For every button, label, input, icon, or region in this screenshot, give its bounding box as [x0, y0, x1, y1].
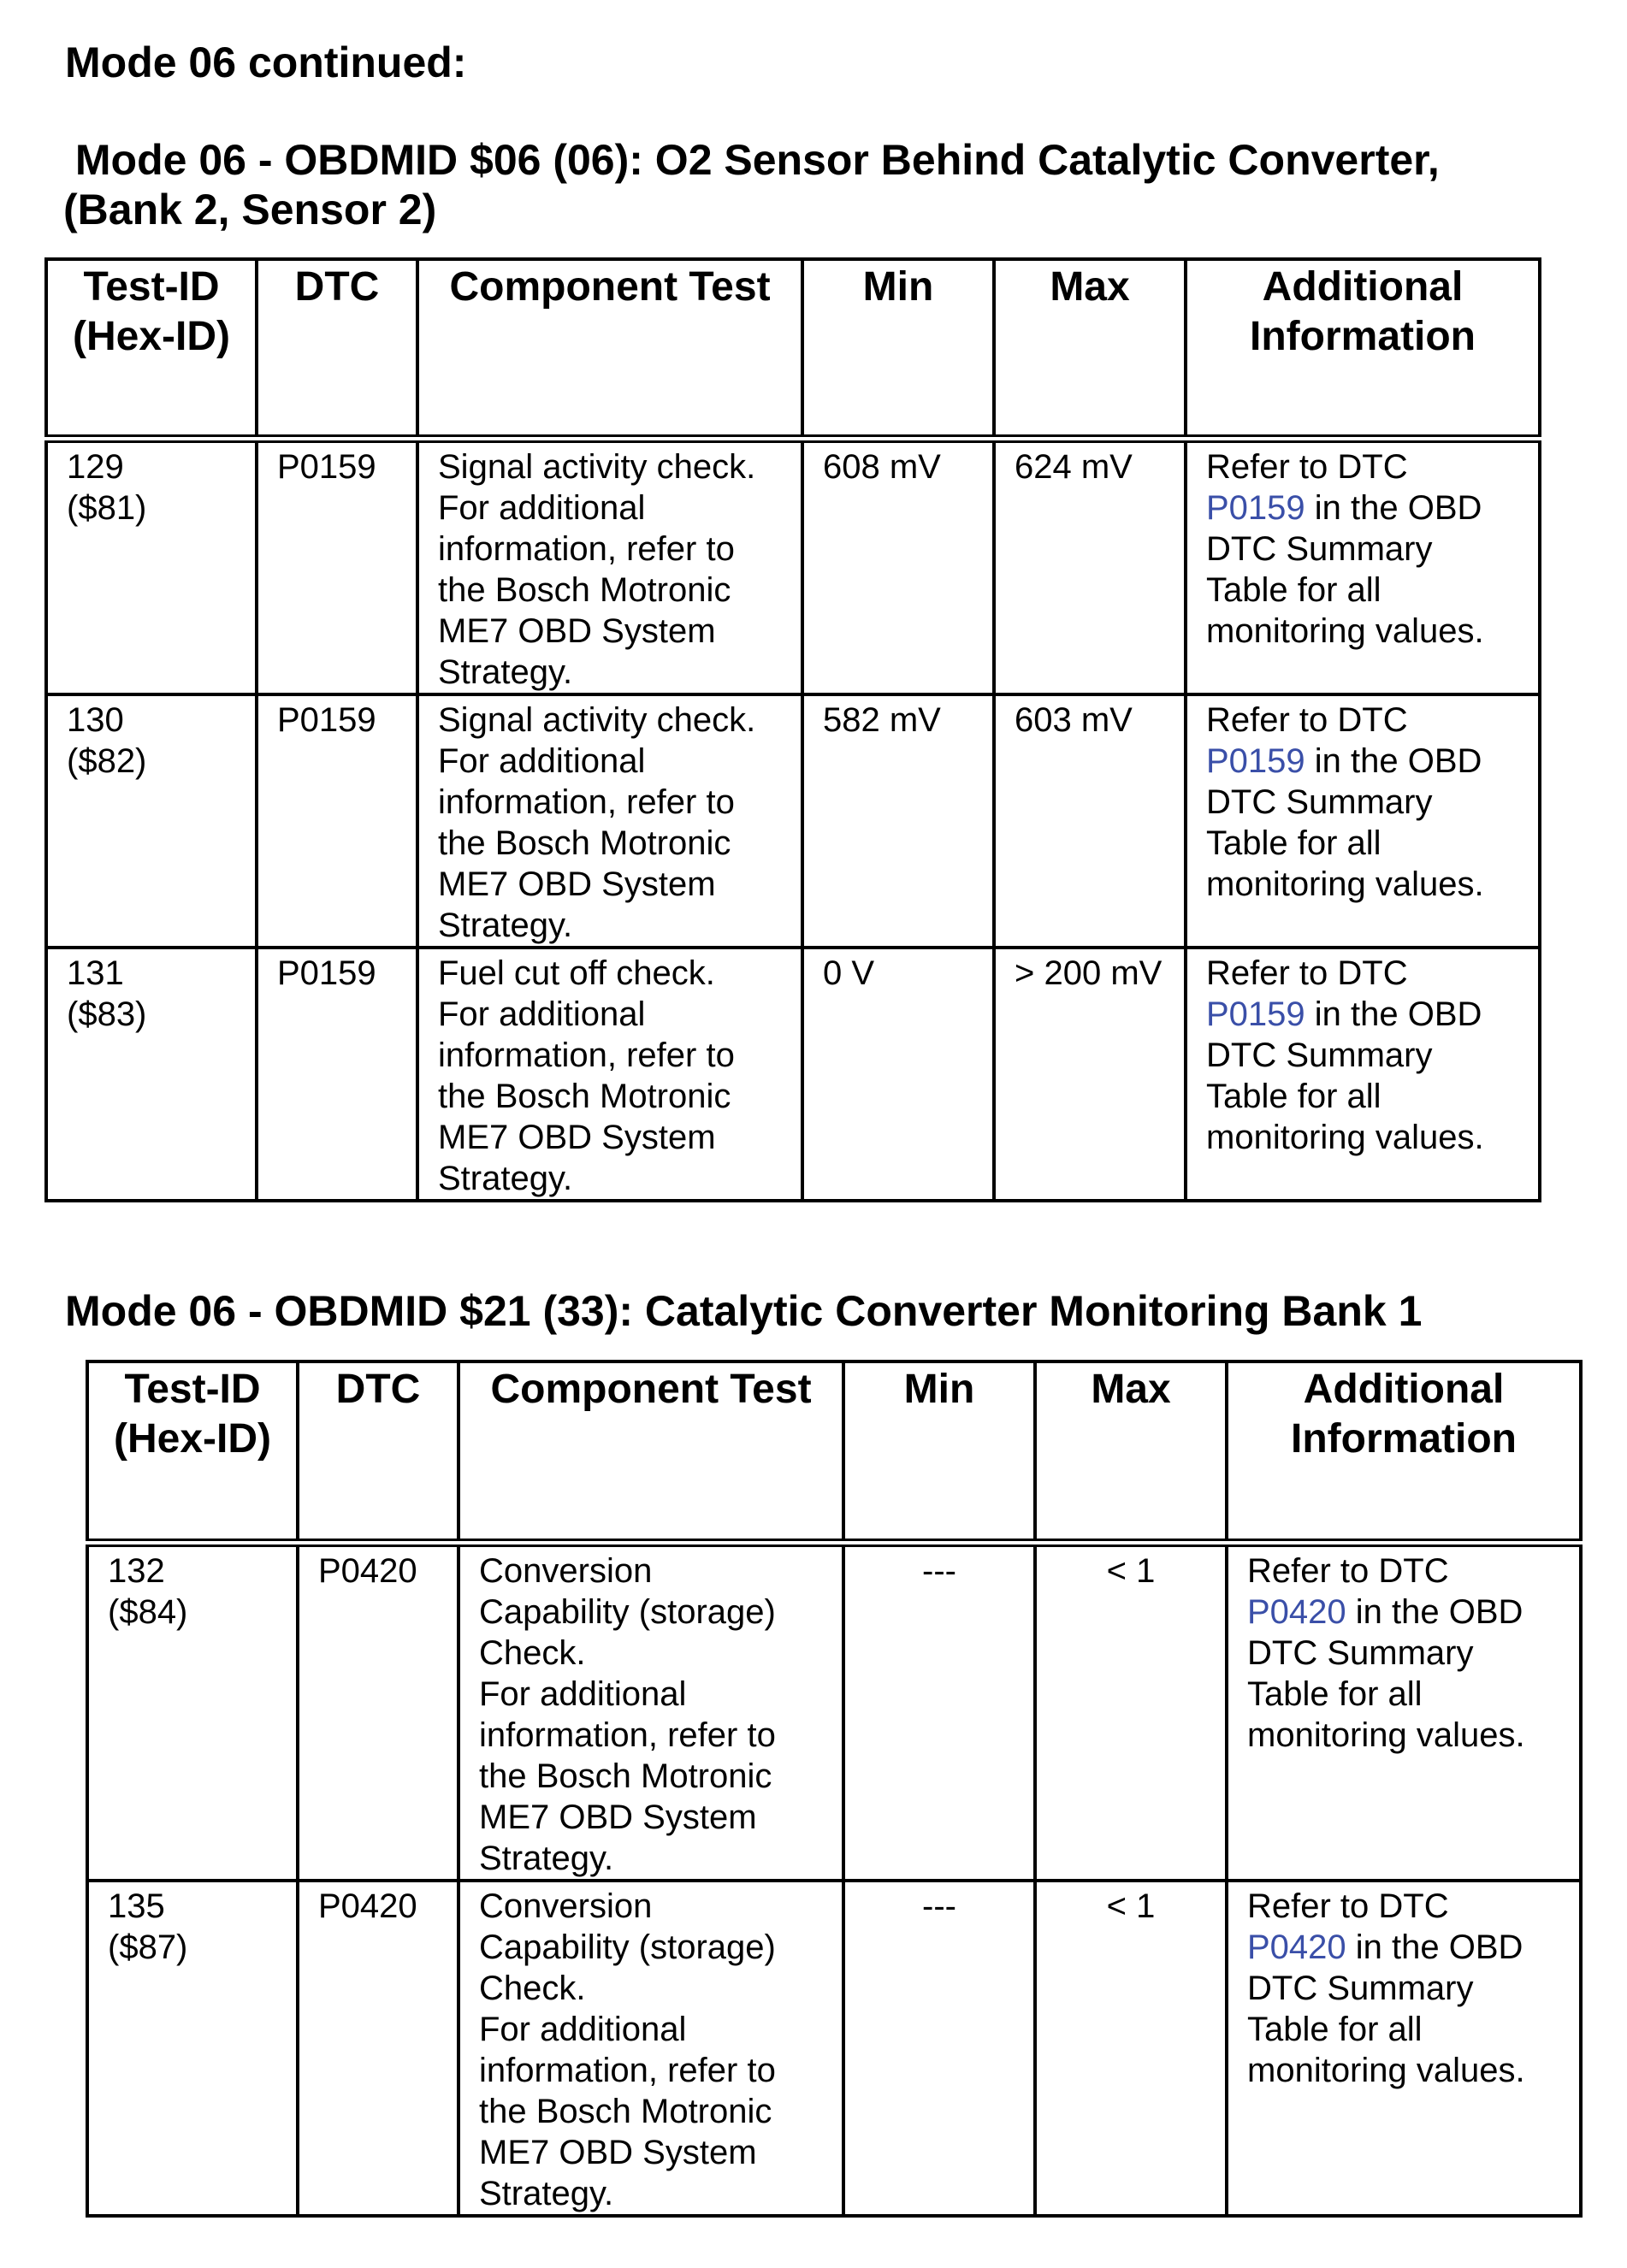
min-cell: 582 mV	[802, 694, 994, 948]
header-additional-information: Additional Information	[1186, 259, 1540, 439]
header-component-test: Component Test	[417, 259, 802, 439]
dtc-link[interactable]: P0159	[1206, 742, 1305, 780]
info-suffix: DTC Summary Table for all monitoring values.	[1247, 1634, 1525, 1754]
info-after-link: in the OBD	[1305, 742, 1482, 780]
test-id-cell: 129 ($81)	[46, 439, 257, 694]
dtc-cell: P0159	[257, 439, 417, 694]
min-cell: 608 mV	[802, 439, 994, 694]
test-id-cell: 131 ($83)	[46, 948, 257, 1201]
info-after-link: in the OBD	[1346, 1928, 1523, 1966]
dtc-cell: P0159	[257, 948, 417, 1201]
table-row	[46, 948, 1540, 1201]
header-test-id: Test-ID (Hex-ID)	[46, 259, 257, 439]
additional-info-cell	[1227, 1881, 1581, 2216]
dtc-link[interactable]: P0159	[1206, 995, 1305, 1033]
test-id-cell: 135 ($87)	[87, 1881, 298, 2216]
section1-title: Mode 06 - OBDMID $06 (06): O2 Sensor Behind Catalytic Converter, (Bank 2, Sensor 2)	[63, 136, 1440, 233]
max-cell: < 1	[1035, 1543, 1227, 1881]
min-cell: ---	[843, 1881, 1035, 2216]
dtc-cell: P0159	[257, 694, 417, 948]
test-id-cell: 132 ($84)	[87, 1543, 298, 1881]
info-prefix: Refer to DTC	[1206, 701, 1408, 739]
info-prefix: Refer to DTC	[1247, 1887, 1449, 1925]
header-dtc: DTC	[257, 259, 417, 439]
header-min: Min	[843, 1361, 1035, 1543]
additional-info-cell	[1186, 948, 1540, 1201]
header-max: Max	[1035, 1361, 1227, 1543]
info-suffix: DTC Summary Table for all monitoring values.	[1247, 1970, 1525, 2089]
table-row	[46, 439, 1540, 694]
info-prefix: Refer to DTC	[1247, 1552, 1449, 1590]
header-max: Max	[994, 259, 1186, 439]
header-min: Min	[802, 259, 994, 439]
component-test-cell: Signal activity check. For additional information, refer to the Bosch Motronic ME7 OBD System Strategy.	[417, 694, 802, 948]
info-suffix: DTC Summary Table for all monitoring values.	[1206, 530, 1484, 650]
section2-title: Mode 06 - OBDMID $21 (33): Catalytic Converter Monitoring Bank 1	[65, 1287, 1423, 1335]
table-row	[87, 1881, 1581, 2216]
info-suffix: DTC Summary Table for all monitoring values.	[1206, 1037, 1484, 1156]
component-test-cell: Signal activity check. For additional information, refer to the Bosch Motronic ME7 OBD System Strategy.	[417, 439, 802, 694]
dtc-cell: P0420	[298, 1881, 459, 2216]
info-prefix: Refer to DTC	[1206, 448, 1408, 486]
dtc-cell: P0420	[298, 1543, 459, 1881]
header-additional-information: Additional Information	[1227, 1361, 1581, 1543]
info-after-link: in the OBD	[1346, 1593, 1523, 1631]
min-cell: ---	[843, 1543, 1035, 1881]
table-header-row	[46, 259, 1540, 439]
info-prefix: Refer to DTC	[1206, 954, 1408, 992]
additional-info-cell	[1186, 439, 1540, 694]
min-cell: 0 V	[802, 948, 994, 1201]
info-after-link: in the OBD	[1305, 489, 1482, 527]
info-after-link: in the OBD	[1305, 995, 1482, 1033]
component-test-cell: Fuel cut off check. For additional information, refer to the Bosch Motronic ME7 OBD System Strategy.	[417, 948, 802, 1201]
header-component-test: Component Test	[459, 1361, 843, 1543]
max-cell: > 200 mV	[994, 948, 1186, 1201]
obdmid-21-table	[86, 1360, 1583, 2218]
table-row	[46, 694, 1540, 948]
component-test-cell: Conversion Capability (storage) Check. For additional information, refer to the Bosch Motronic ME7 OBD System Strategy.	[459, 1881, 843, 2216]
additional-info-cell	[1227, 1543, 1581, 1881]
dtc-link[interactable]: P0420	[1247, 1593, 1346, 1631]
header-dtc: DTC	[298, 1361, 459, 1543]
obdmid-06-table	[44, 257, 1541, 1202]
max-cell: 624 mV	[994, 439, 1186, 694]
table-header-row	[87, 1361, 1581, 1543]
test-id-cell: 130 ($82)	[46, 694, 257, 948]
component-test-cell: Conversion Capability (storage) Check. For additional information, refer to the Bosch Motronic ME7 OBD System Strategy.	[459, 1543, 843, 1881]
page-heading: Mode 06 continued:	[65, 38, 467, 86]
info-suffix: DTC Summary Table for all monitoring values.	[1206, 783, 1484, 903]
additional-info-cell	[1186, 694, 1540, 948]
table-row	[87, 1543, 1581, 1881]
header-test-id: Test-ID (Hex-ID)	[87, 1361, 298, 1543]
max-cell: 603 mV	[994, 694, 1186, 948]
dtc-link[interactable]: P0159	[1206, 489, 1305, 527]
dtc-link[interactable]: P0420	[1247, 1928, 1346, 1966]
max-cell: < 1	[1035, 1881, 1227, 2216]
